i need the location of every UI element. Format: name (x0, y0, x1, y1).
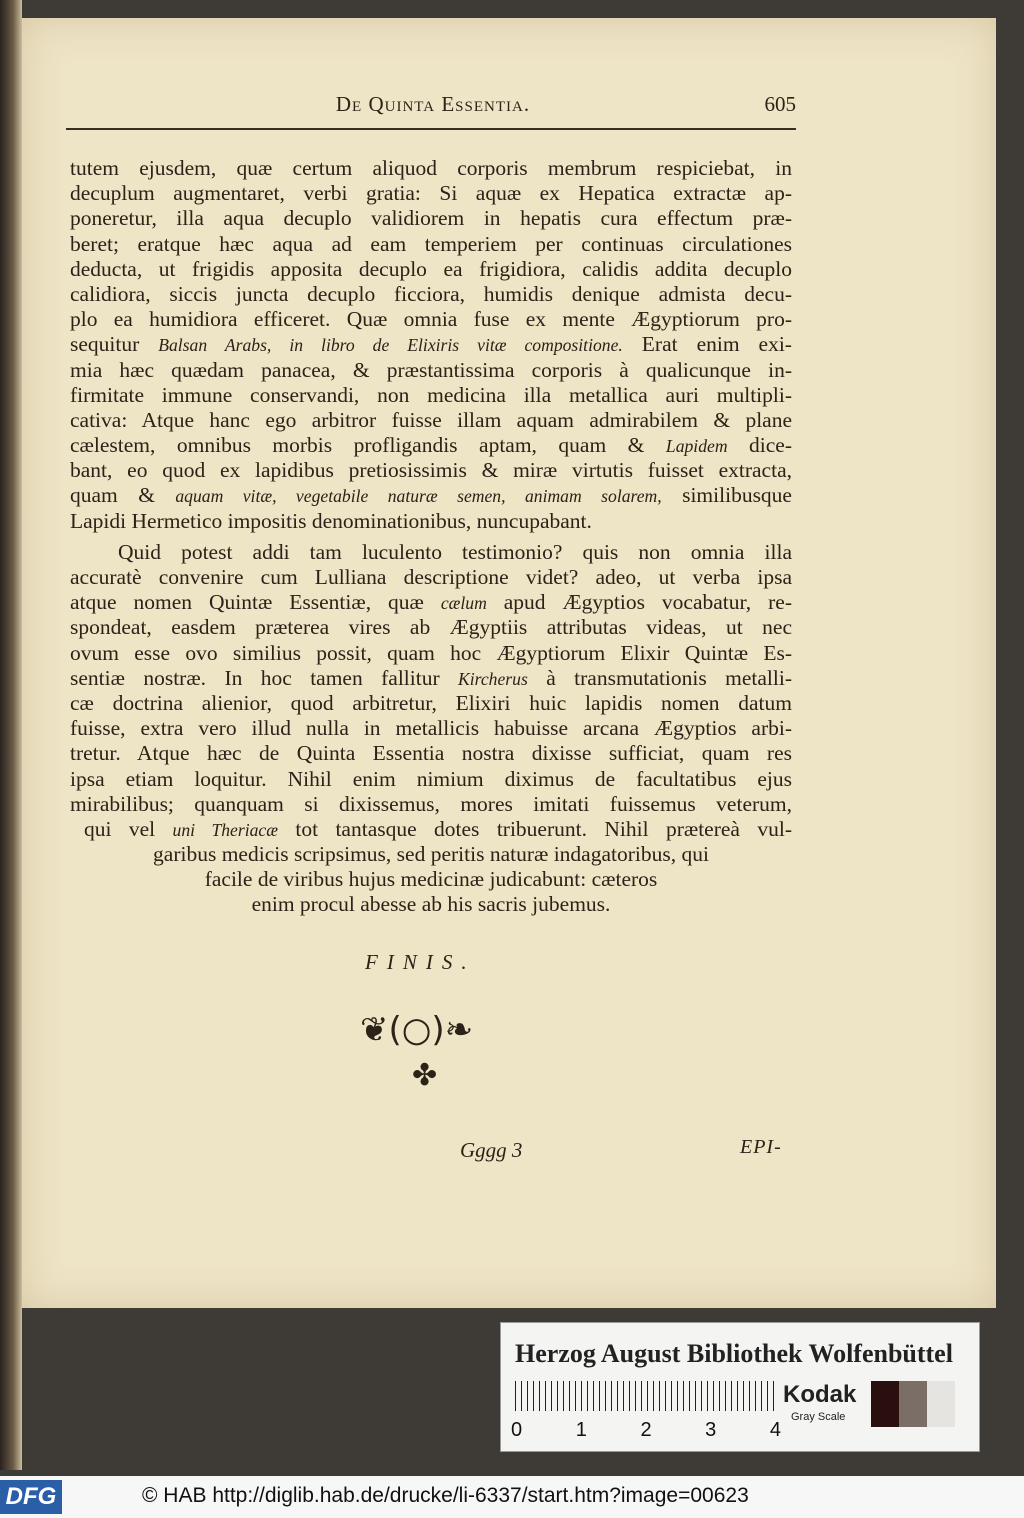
scale-numbers (511, 1419, 781, 1442)
page-body-text (70, 156, 792, 918)
text-segment: tot tantasque dotes tribuerunt. Nihil prætereà vul- (277, 816, 792, 841)
text-segment: decuplum augmentaret, verbi gratia: Si aquæ ex Hepatica extractæ ap- (70, 181, 792, 206)
text-line (70, 257, 792, 282)
text-segment: Lapidi Hermetico impositis denominationibus, nuncupabant. (70, 508, 592, 533)
text-segment: ipsa etiam loquitur. Nihil enim nimium diximus de facultatibus ejus (70, 766, 792, 791)
italic-text: uni Theriacæ (172, 819, 278, 840)
text-segment: calidiora, siccis juncta decuplo ficciora, humidis denique admista decu- (70, 281, 792, 306)
text-line (70, 509, 792, 534)
text-line (70, 767, 792, 792)
ornament-icon: ❦(○)❧ (360, 1010, 474, 1050)
text-segment: bant, eo quod ex lapidibus pretiosissimis & miræ virtutis fuisset extracta, (70, 458, 792, 483)
kodak-gray-scale-label: Gray Scale (791, 1411, 846, 1423)
text-segment: mirabilibus; quanquam si dixissemus, mores imitati fuissemus veterum, (70, 791, 792, 816)
text-line (70, 641, 792, 666)
text-line (70, 615, 792, 640)
text-segment: cativa: Atque hanc ego arbitror fuisse illam aquam admirabilem & plane (70, 407, 792, 432)
text-segment: tutem ejusdem, quæ certum aliquod corporis membrum respiciebat, in (70, 156, 792, 180)
text-line (70, 691, 792, 716)
gray-swatch (871, 1381, 899, 1427)
text-line (70, 181, 792, 206)
book-spine-edge (0, 0, 22, 1470)
text-segment: similibusque (661, 483, 792, 508)
text-segment: qui vel (84, 816, 173, 841)
text-line (70, 842, 792, 867)
text-line (70, 206, 792, 231)
text-segment: ovum esse ovo similius possit, quam hoc Ægyptiorum Elixir Quintæ Es- (70, 640, 792, 665)
text-segment: deducta, ut frigidis apposita decuplo ea frigidiora, calidis addita decuplo (70, 256, 792, 281)
italic-text: cælum (440, 593, 487, 614)
text-line (70, 565, 792, 590)
text-line (70, 232, 792, 257)
signature-mark: Gggg 3 (460, 1138, 523, 1162)
finis-heading: FINIS. (365, 950, 476, 974)
text-segment: firmitate immune conservandi, non medicina illa metallica auri multipli- (70, 382, 792, 407)
scale-number: 0 (511, 1419, 523, 1441)
header-rule (66, 128, 796, 130)
text-line (70, 307, 792, 332)
text-segment: tretur. Atque hæc de Quinta Essentia nostra dixisse sufficiat, quam res (70, 741, 792, 766)
text-line (70, 716, 792, 741)
italic-text: Balsan Arabs, in libro de Elixiris vitæ compositione. (158, 335, 623, 356)
page-number: 605 (764, 92, 796, 116)
text-line (70, 483, 792, 508)
text-line (70, 408, 792, 433)
text-segment: sentiæ nostræ. In hoc tamen fallitur (70, 665, 459, 690)
text-segment: dice- (727, 433, 793, 458)
text-line (70, 741, 792, 766)
kodak-brand: Kodak (783, 1381, 857, 1408)
scale-number: 4 (769, 1419, 781, 1441)
text-segment: Quid potest addi tam luculento testimonio? quis non omnia illa (118, 539, 792, 564)
text-line (70, 332, 792, 357)
gray-swatch (927, 1381, 955, 1427)
text-line (70, 358, 792, 383)
text-line (70, 867, 792, 892)
gray-swatch (899, 1381, 927, 1427)
text-segment: plo ea humidiora efficeret. Quæ omnia fuse ex mente Ægyptiorum pro- (70, 307, 792, 332)
text-segment: apud Ægyptios vocabatur, re- (486, 590, 792, 615)
copyright-url[interactable]: © HAB http://diglib.hab.de/drucke/li-6337/start.htm?image=00623 (142, 1484, 749, 1507)
text-line (70, 792, 792, 817)
text-segment: Erat enim exi- (622, 332, 792, 357)
scale-number: 2 (640, 1419, 652, 1441)
text-line (70, 892, 792, 917)
scale-number: 3 (705, 1419, 717, 1441)
scale-ruler (515, 1381, 779, 1411)
text-line (70, 433, 792, 458)
text-line (70, 817, 792, 842)
text-segment: à transmutationis metalli- (527, 665, 792, 690)
text-segment: spondeat, easdem præterea vires ab Ægyptiis attributas videas, ut nec (70, 615, 792, 640)
text-line (70, 156, 792, 181)
italic-text: aquam vitæ, vegetabile naturæ semen, animam solarem, (175, 486, 662, 507)
text-line (70, 666, 792, 691)
text-line (70, 590, 792, 615)
text-segment: atque nomen Quintæ Essentiæ, quæ (70, 590, 441, 615)
italic-text: Lapidem (665, 436, 728, 457)
text-segment: cæ doctrina alienior, quod arbitretur, Elixiri huic lapidis nomen datum (70, 690, 792, 715)
text-line (70, 458, 792, 483)
text-segment: facile de viribus hujus medicinæ judicabunt: cæteros (204, 867, 658, 892)
text-segment: sequitur (70, 332, 159, 357)
library-color-card (500, 1322, 980, 1452)
page-header (70, 92, 796, 124)
text-line (70, 540, 792, 565)
running-head: De Quinta Essentia. (335, 92, 531, 116)
scale-number: 1 (575, 1419, 587, 1441)
ornament-small-icon: ✤ (412, 1058, 438, 1093)
italic-text: Kircherus (458, 668, 528, 689)
text-segment: enim procul abesse ab his sacris jubemus. (251, 892, 611, 917)
text-segment: poneretur, illa aqua decuplo validiorem in hepatis cura effectum præ- (70, 206, 792, 231)
text-segment: garibus medicis scripsimus, sed peritis naturæ indagatoribus, qui (153, 842, 709, 867)
catchword: EPI- (740, 1136, 782, 1158)
text-segment: quam & (70, 483, 176, 508)
dfg-logo: DFG (0, 1480, 62, 1514)
text-line (70, 383, 792, 408)
library-name: Herzog August Bibliothek Wolfenbüttel (515, 1339, 953, 1368)
text-line (70, 282, 792, 307)
text-segment: accuratè convenire cum Lulliana descriptione videt? adeo, ut verba ipsa (70, 565, 792, 589)
text-segment: cælestem, omnibus morbis profligandis aptam, quam & (70, 433, 666, 458)
text-segment: beret; eratque hæc aqua ad eam temperiem per continuas circulationes (70, 231, 792, 256)
footer-bar (0, 1476, 1024, 1518)
text-segment: fuisse, extra vero illud nulla in metallicis habuisse arcana Ægyptios arbi- (70, 716, 792, 741)
text-segment: mia hæc quædam panacea, & præstantissima corporis à qualicunque in- (70, 357, 792, 382)
